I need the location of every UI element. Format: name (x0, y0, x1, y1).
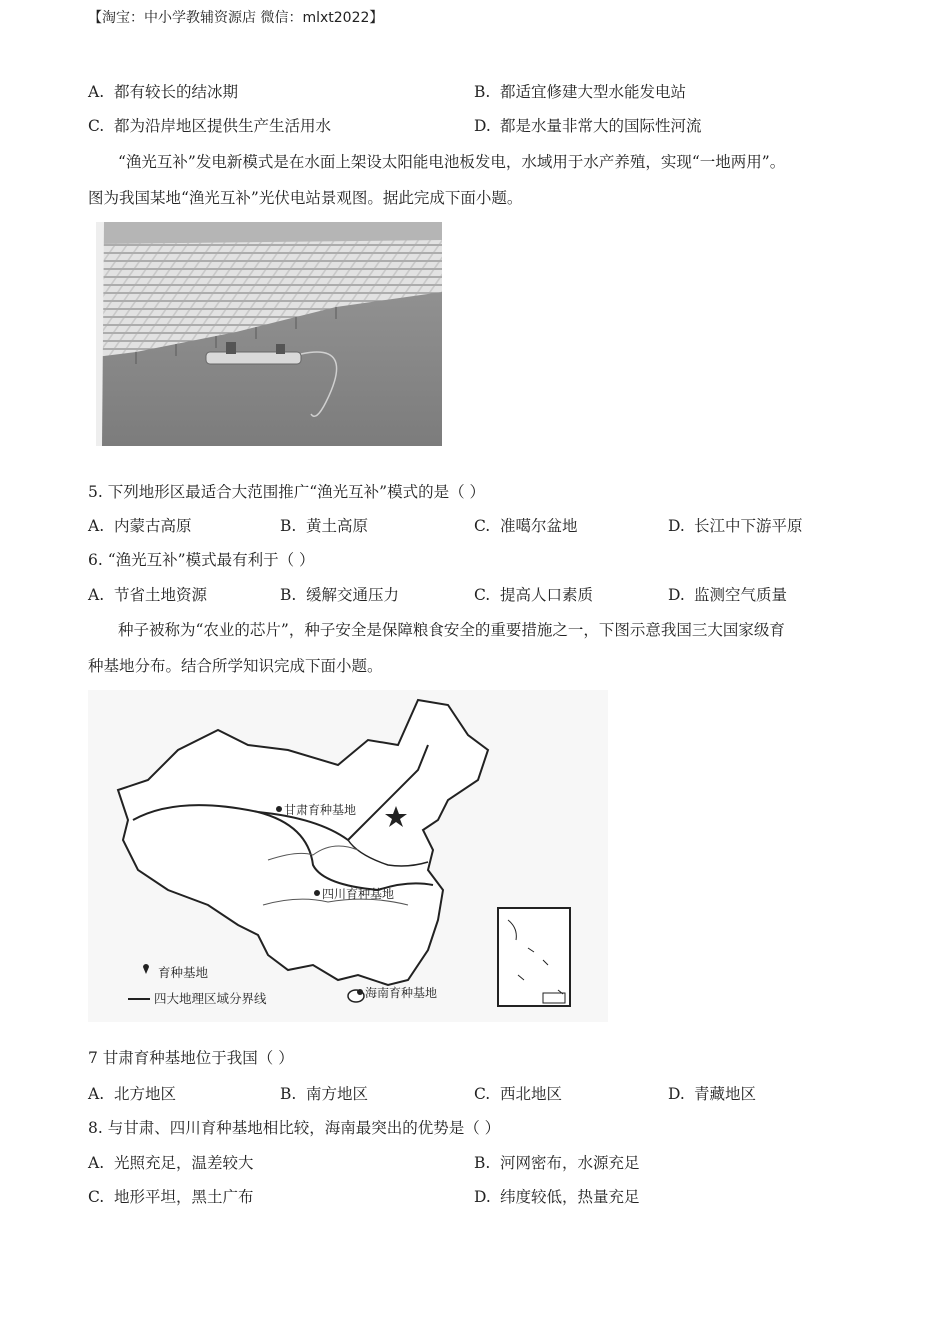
option-text: 监测空气质量 (694, 586, 788, 604)
option-a (88, 82, 238, 102)
passage-text: 图为我国某地“渔光互补”光伏电站景观图。据此完成下面小题。 (88, 189, 523, 207)
option-a (88, 585, 207, 605)
passage-text: “渔光互补”发电新模式是在水面上架设太阳能电池板发电，水域用于水产养殖，实现“一地两用”。 (118, 153, 786, 171)
option-d (668, 516, 803, 536)
gansu-pin-icon (276, 806, 282, 812)
question-7-stem: 7 甘肃育种基地位于我国（ ） (88, 1049, 294, 1067)
question-5-stem: 5. 下列地形区最适合大范围推广“渔光互补”模式的是（ ） (88, 483, 485, 501)
option-c (474, 1084, 562, 1104)
option-d (474, 1187, 640, 1207)
option-text: 南方地区 (306, 1085, 369, 1103)
passage-text: 种子被称为“农业的芯片”，种子安全是保障粮食安全的重要措施之一，下图示意我国三大国家级育 (118, 621, 785, 639)
option-text: 北方地区 (114, 1085, 177, 1103)
option-text: 缓解交通压力 (306, 586, 400, 604)
option-text: 黄土高原 (306, 517, 369, 535)
china-seed-base-map (88, 690, 608, 1022)
option-label: B. (280, 1085, 297, 1103)
option-d (474, 116, 702, 136)
option-label: C. (474, 586, 491, 604)
option-label: B. (474, 83, 491, 101)
option-label: A. (88, 517, 105, 535)
option-label: C. (474, 1085, 491, 1103)
option-d (668, 585, 787, 605)
option-b (280, 516, 368, 536)
option-text: 都为沿岸地区提供生产生活用水 (114, 117, 332, 135)
option-c (474, 516, 578, 536)
map-drawing (88, 690, 608, 1022)
legend-base-label: 育种基地 (158, 965, 209, 980)
option-c (88, 116, 331, 136)
option-label: C. (88, 1188, 105, 1206)
option-text: 地形平坦，黑土广布 (114, 1188, 254, 1206)
option-b (280, 585, 399, 605)
option-label: B. (280, 586, 297, 604)
option-text: 西北地区 (500, 1085, 563, 1103)
option-text: 都适宜修建大型水能发电站 (500, 83, 687, 101)
option-text: 节省土地资源 (114, 586, 208, 604)
option-c (88, 1187, 254, 1207)
option-text: 内蒙古高原 (114, 517, 192, 535)
option-text: 都有较长的结冰期 (114, 83, 239, 101)
option-b (280, 1084, 368, 1104)
option-text: 提高人口素质 (500, 586, 594, 604)
solar-farm-photo (96, 222, 442, 446)
option-text: 纬度较低，热量充足 (500, 1188, 640, 1206)
option-label: C. (88, 117, 105, 135)
option-label: C. (474, 517, 491, 535)
hainan-label: 海南育种基地 (365, 986, 438, 1000)
option-label: A. (88, 1085, 105, 1103)
option-a (88, 516, 192, 536)
option-text: 都是水量非常大的国际性河流 (500, 117, 702, 135)
gansu-label: 甘肃育种基地 (284, 803, 357, 817)
option-label: A. (88, 1154, 105, 1172)
option-label: D. (668, 1085, 685, 1103)
option-text: 青藏地区 (694, 1085, 757, 1103)
sichuan-pin-icon (314, 890, 320, 896)
header-watermark: 【淘宝：中小学教辅资源店 微信：mlxt2022】 (88, 10, 384, 26)
option-text: 河网密布，水源充足 (500, 1154, 640, 1172)
option-label: A. (88, 586, 105, 604)
hainan-pin-icon (357, 989, 363, 995)
option-label: B. (280, 517, 297, 535)
option-label: D. (668, 586, 685, 604)
option-label: D. (474, 1188, 491, 1206)
option-a (88, 1153, 254, 1173)
option-b (474, 1153, 640, 1173)
option-label: D. (668, 517, 685, 535)
option-text: 光照充足，温差较大 (114, 1154, 254, 1172)
question-6-stem: 6. “渔光互补”模式最有利于（ ） (88, 551, 315, 569)
passage-text: 种基地分布。结合所学知识完成下面小题。 (88, 657, 383, 675)
option-c (474, 585, 593, 605)
solar-farm-illustration (96, 222, 442, 446)
option-a (88, 1084, 176, 1104)
option-text: 长江中下游平原 (694, 517, 803, 535)
question-8-stem: 8. 与甘肃、四川育种基地相比较，海南最突出的优势是（ ） (88, 1119, 501, 1137)
option-d (668, 1084, 756, 1104)
legend-line-label: 四大地理区域分界线 (154, 991, 267, 1006)
option-text: 准噶尔盆地 (500, 517, 578, 535)
option-label: B. (474, 1154, 491, 1172)
option-label: A. (88, 83, 105, 101)
sichuan-label: 四川育种基地 (322, 887, 395, 901)
option-label: D. (474, 117, 491, 135)
option-b (474, 82, 686, 102)
